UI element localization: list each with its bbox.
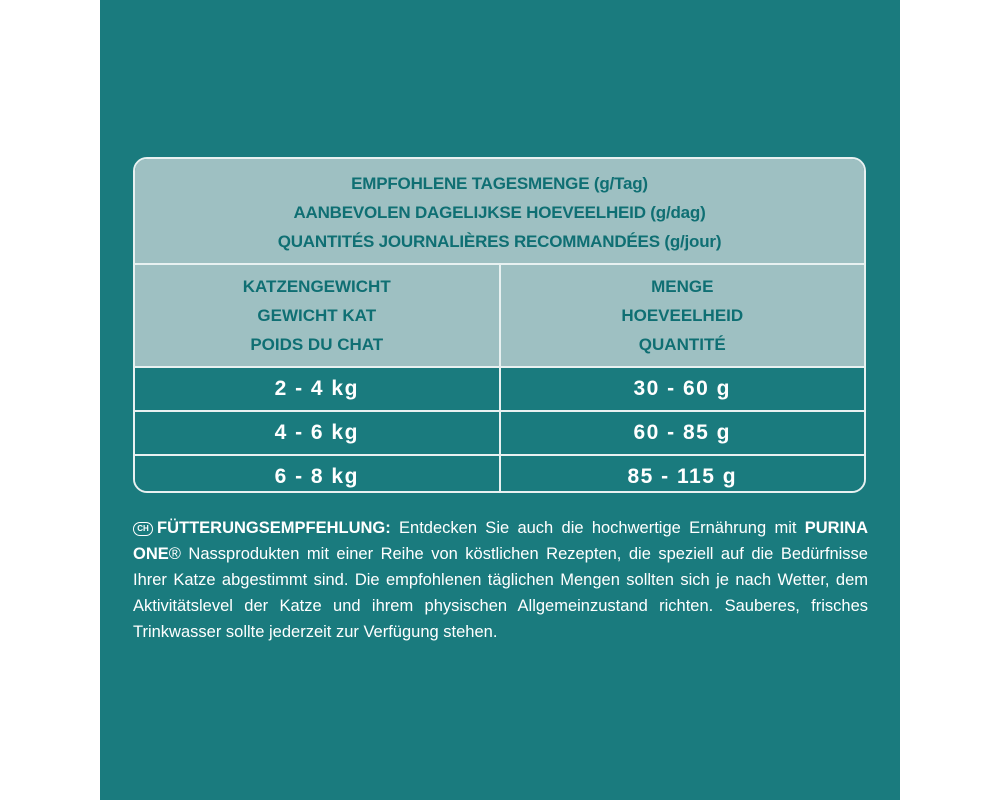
table-title <box>135 159 864 265</box>
title-line-de: EMPFOHLENE TAGESMENGE (g/Tag) <box>351 173 648 193</box>
note-title: FÜTTERUNGSEMPFEHLUNG: <box>157 519 391 537</box>
weight-cell: 4 - 6 kg <box>274 421 359 444</box>
table-row <box>135 410 864 454</box>
brand-name: PURINA ONE <box>133 519 868 563</box>
title-line-nl: AANBEVOLEN DAGELIJKSE HOEVEELHEID (g/dag) <box>293 202 706 222</box>
table-row <box>135 368 864 410</box>
amount-cell: 60 - 85 g <box>499 412 865 454</box>
amount-cell: 85 - 115 g <box>499 456 865 493</box>
column-header-weight: KATZENGEWICHT GEWICHT KAT POIDS DU CHAT <box>242 277 391 354</box>
feeding-note <box>133 515 868 645</box>
registered-mark: ® <box>168 545 181 563</box>
column-headers <box>135 265 864 368</box>
feeding-table <box>133 157 866 493</box>
weight-cell: 6 - 8 kg <box>274 465 359 488</box>
column-header-amount: MENGE HOEVEELHEID QUANTITÉ <box>499 265 865 366</box>
weight-cell: 2 - 4 kg <box>274 377 359 400</box>
note-text-2: Nassprodukten mit einer Reihe von köstlichen Rezepten, die speziell auf die Bedürfnisse Ihrer Katze abgestimmt sind. Die empfohlenen täglichen Mengen sollten sich je nach Wetter, dem Aktivitätslevel der Katze und ihrem physischen Allgemeinzustand richten. Sauberes, frisches Trinkwasser sollte jederzeit zur Verfügung stehen. <box>133 545 868 641</box>
title-line-fr: QUANTITÉS JOURNALIÈRES RECOMMANDÉES (g/jour) <box>277 231 722 251</box>
amount-cell: 30 - 60 g <box>499 368 865 410</box>
ch-country-icon: CH <box>133 522 153 536</box>
label-panel <box>100 0 900 800</box>
table-row <box>135 454 864 493</box>
note-text-1: Entdecken Sie auch die hochwertige Ernährung mit <box>390 519 805 537</box>
